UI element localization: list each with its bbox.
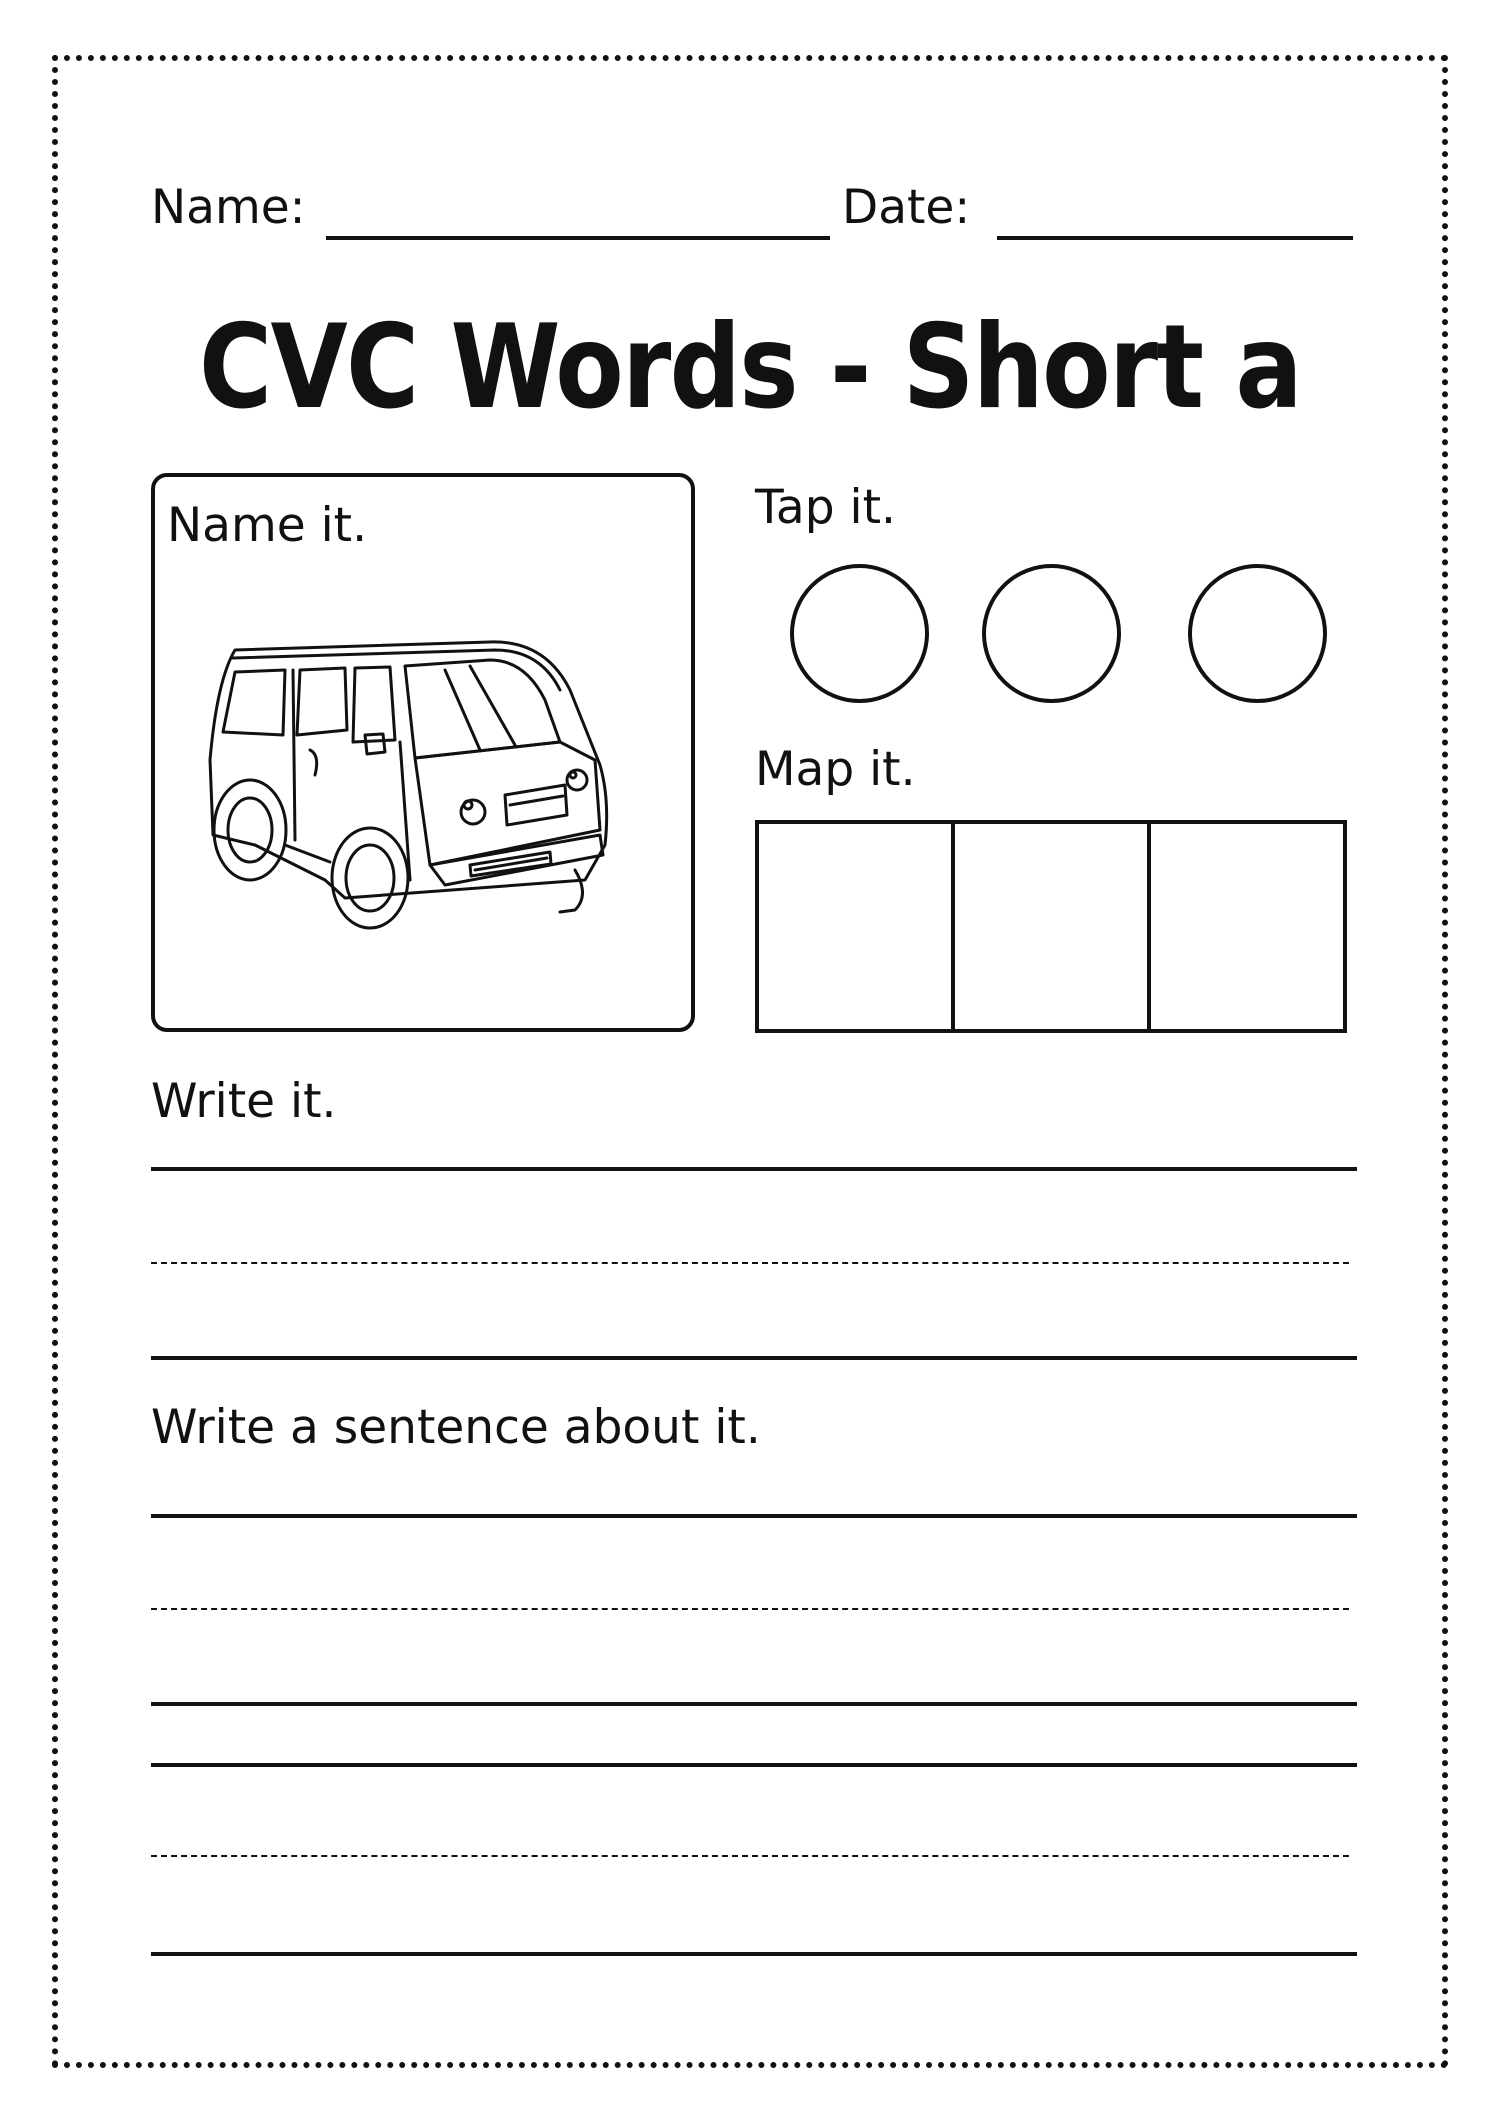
- name-label: Name:: [151, 180, 306, 235]
- date-field[interactable]: [997, 236, 1353, 240]
- name-field[interactable]: [326, 236, 830, 240]
- van-icon: [205, 630, 665, 940]
- date-label: Date:: [842, 180, 971, 235]
- page-title: CVC Words - Short a: [199, 300, 1301, 435]
- write-line-middle[interactable]: [151, 1262, 1349, 1264]
- map-box-2[interactable]: [951, 820, 1151, 1033]
- name-it-label: Name it.: [167, 498, 368, 553]
- tap-circle-1[interactable]: [790, 564, 929, 703]
- sentence-line-1-bottom[interactable]: [151, 1702, 1357, 1706]
- tap-it-label: Tap it.: [755, 480, 896, 535]
- map-box-3[interactable]: [1147, 820, 1347, 1033]
- sentence-line-1-top[interactable]: [151, 1514, 1357, 1518]
- write-sentence-label: Write a sentence about it.: [151, 1400, 761, 1455]
- sentence-line-2-top[interactable]: [151, 1763, 1357, 1767]
- tap-circle-3[interactable]: [1188, 564, 1327, 703]
- sentence-line-2-bottom[interactable]: [151, 1952, 1357, 1956]
- sentence-line-1-middle[interactable]: [151, 1608, 1349, 1610]
- write-line-top[interactable]: [151, 1167, 1357, 1171]
- map-it-label: Map it.: [755, 742, 916, 797]
- map-box-1[interactable]: [755, 820, 955, 1033]
- write-it-label: Write it.: [151, 1074, 337, 1129]
- tap-circle-2[interactable]: [982, 564, 1121, 703]
- write-line-bottom[interactable]: [151, 1356, 1357, 1360]
- sentence-line-2-middle[interactable]: [151, 1855, 1349, 1857]
